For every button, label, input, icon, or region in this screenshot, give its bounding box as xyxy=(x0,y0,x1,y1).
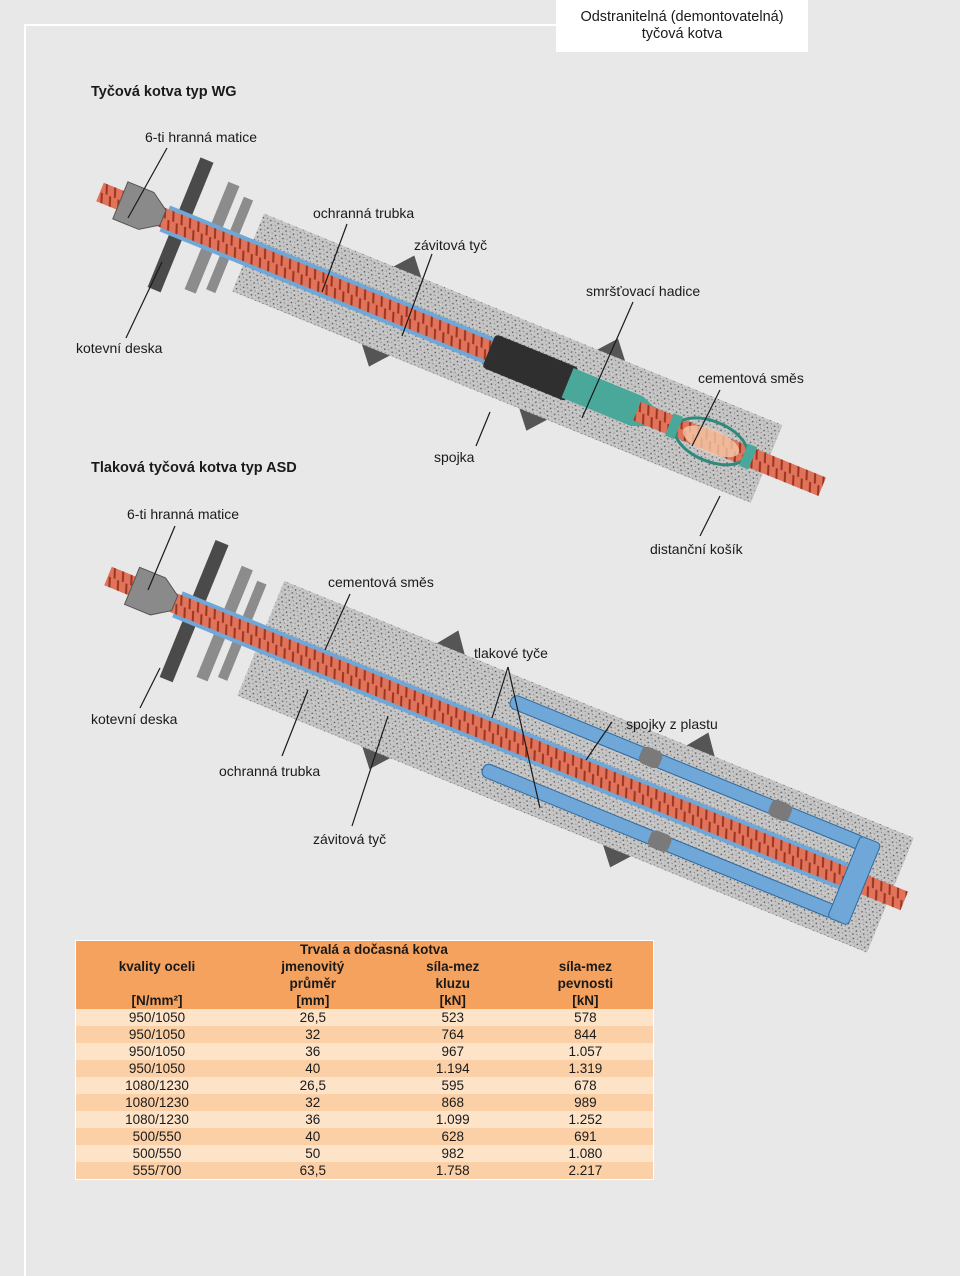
asd-hex-nut xyxy=(125,567,183,621)
asd-label-plate: kotevní deska xyxy=(91,711,178,727)
table-cell: 40 xyxy=(238,1060,388,1077)
wg-label-coupler: spojka xyxy=(434,449,475,465)
leader-line xyxy=(700,496,720,536)
table-header-cell: síla-mez xyxy=(388,958,518,975)
table-cell: 50 xyxy=(238,1145,388,1162)
table-header-cell: kluzu xyxy=(388,975,518,992)
asd-label-plastic-couplers: spojky z plastu xyxy=(626,716,718,732)
table-cell: 1.252 xyxy=(518,1111,654,1128)
wg-label-rod: závitová tyč xyxy=(414,237,488,253)
table-row xyxy=(76,1111,654,1128)
leader-line xyxy=(126,262,162,338)
table-group-header-row xyxy=(76,941,654,959)
table-cell: 1080/1230 xyxy=(76,1111,239,1128)
asd-label-rod: závitová tyč xyxy=(313,831,387,847)
table-row xyxy=(76,1145,654,1162)
table-cell: 36 xyxy=(238,1111,388,1128)
table-cell: 500/550 xyxy=(76,1128,239,1145)
table-cell: 523 xyxy=(388,1009,518,1026)
asd-label-pressure-rods: tlakové tyče xyxy=(474,645,548,661)
table-header-empty xyxy=(76,941,239,959)
spec-table xyxy=(75,940,654,1180)
table-row xyxy=(76,1077,654,1094)
table-row xyxy=(76,1026,654,1043)
table-cell: 500/550 xyxy=(76,1145,239,1162)
asd-label-tube: ochranná trubka xyxy=(219,763,321,779)
table-cell: 967 xyxy=(388,1043,518,1060)
table-cell: 1.319 xyxy=(518,1060,654,1077)
table-cell: 63,5 xyxy=(238,1162,388,1180)
table-header-cell: kvality oceli xyxy=(76,958,239,975)
table-cell: 950/1050 xyxy=(76,1026,239,1043)
wg-label-grout: cementová směs xyxy=(698,370,804,386)
table-cell: 1.194 xyxy=(388,1060,518,1077)
page-title-line1: Odstranitelná (demontovatelná) xyxy=(580,9,784,25)
table-header-cell: [kN] xyxy=(518,992,654,1009)
wg-title: Tyčová kotva typ WG xyxy=(91,84,237,100)
table-cell: 2.217 xyxy=(518,1162,654,1180)
table-header-cell: průměr xyxy=(238,975,388,992)
table-cell: 36 xyxy=(238,1043,388,1060)
table-cell: 950/1050 xyxy=(76,1043,239,1060)
page-title-line2: tyčová kotva xyxy=(641,26,723,42)
asd-label-grout: cementová směs xyxy=(328,574,434,590)
table-header-cell: [N/mm²] xyxy=(76,992,239,1009)
table-cell: 844 xyxy=(518,1026,654,1043)
asd-anchor xyxy=(78,500,935,975)
table-cell: 982 xyxy=(388,1145,518,1162)
table-row xyxy=(76,1162,654,1180)
table-row xyxy=(76,1060,654,1077)
table-row xyxy=(76,1043,654,1060)
table-cell: 1.057 xyxy=(518,1043,654,1060)
table-cell: 595 xyxy=(388,1077,518,1094)
table-cell: 950/1050 xyxy=(76,1009,239,1026)
wg-label-plate: kotevní deska xyxy=(76,340,163,356)
table-group-header: Trvalá a dočasná kotva xyxy=(238,941,654,959)
table-cell: 40 xyxy=(238,1128,388,1145)
table-cell: 691 xyxy=(518,1128,654,1145)
asd-title: Tlaková tyčová kotva typ ASD xyxy=(91,460,297,476)
table-header-cell xyxy=(76,975,239,992)
table-header-row-1 xyxy=(76,958,654,975)
table-cell: 555/700 xyxy=(76,1162,239,1180)
table-cell: 764 xyxy=(388,1026,518,1043)
wg-label-nut: 6-ti hranná matice xyxy=(145,129,258,145)
table-cell: 628 xyxy=(388,1128,518,1145)
table-cell: 868 xyxy=(388,1094,518,1111)
table-cell: 678 xyxy=(518,1077,654,1094)
asd-label-nut: 6-ti hranná matice xyxy=(127,506,240,522)
table-header-cell: jmenovitý xyxy=(238,958,388,975)
table-row xyxy=(76,1009,654,1026)
table-cell: 32 xyxy=(238,1094,388,1111)
wg-anchor xyxy=(74,127,849,551)
table-row xyxy=(76,1094,654,1111)
table-cell: 1.758 xyxy=(388,1162,518,1180)
table-cell: 1.099 xyxy=(388,1111,518,1128)
table-header-cell: pevnosti xyxy=(518,975,654,992)
table-cell: 26,5 xyxy=(238,1077,388,1094)
wg-label-tube: ochranná trubka xyxy=(313,205,415,221)
asd-threaded-rod xyxy=(104,567,908,910)
table-cell: 1080/1230 xyxy=(76,1094,239,1111)
wg-label-hose: smršťovací hadice xyxy=(586,283,701,299)
table-header-row-2 xyxy=(76,975,654,992)
table-cell: 26,5 xyxy=(238,1009,388,1026)
table-cell: 1080/1230 xyxy=(76,1077,239,1094)
table-cell: 1.080 xyxy=(518,1145,654,1162)
wg-label-spacer: distanční košík xyxy=(650,541,743,557)
table-cell: 578 xyxy=(518,1009,654,1026)
table-cell: 32 xyxy=(238,1026,388,1043)
table-cell: 950/1050 xyxy=(76,1060,239,1077)
table-row xyxy=(76,1128,654,1145)
table-header-cell: síla-mez xyxy=(518,958,654,975)
table-header-row-3 xyxy=(76,992,654,1009)
table-header-cell: [kN] xyxy=(388,992,518,1009)
table-cell: 989 xyxy=(518,1094,654,1111)
table-header-cell: [mm] xyxy=(238,992,388,1009)
leader-line xyxy=(476,412,490,446)
leader-line xyxy=(140,668,160,708)
